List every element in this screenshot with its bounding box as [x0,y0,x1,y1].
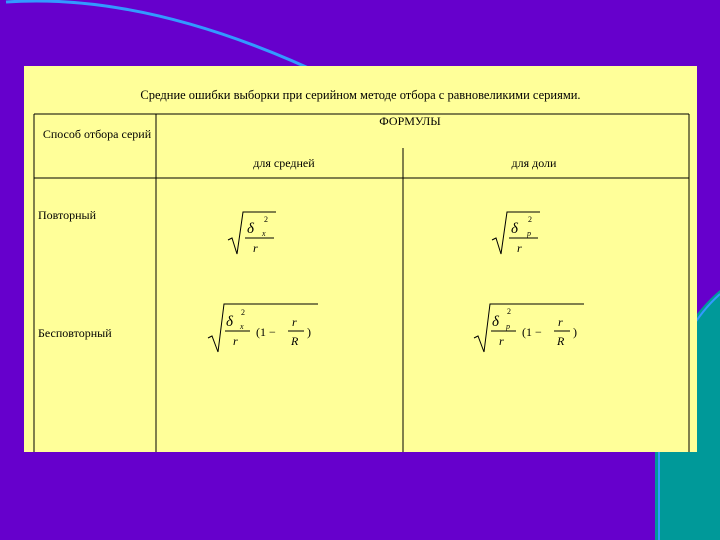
formula-nonrepeat-mean [204,300,324,354]
formula-denominator: r [499,334,504,348]
row-label-nonrepeat: Бесповторный [38,326,112,340]
delta-subscript: p [527,229,531,238]
factor-denominator: R [557,334,565,348]
formula-repeat-mean [224,206,294,258]
factor-close: ) [307,325,311,339]
formula-nonrepeat-share [470,300,590,354]
delta-subscript: p [506,322,510,331]
row-label-repeat: Повторный [38,208,97,222]
delta-subscript: x [240,322,244,331]
share-column-header: для доли [511,156,557,170]
delta-superscript: 2 [264,215,268,224]
factor-open: (1 − [256,325,276,339]
method-column-header: Способ отбора серий [42,127,152,141]
delta-symbol: δ [226,314,233,330]
factor-close: ) [573,325,577,339]
formula-denominator: r [517,241,522,255]
content-panel [24,66,697,452]
delta-symbol: δ [511,221,518,237]
formula-denominator: r [253,241,258,255]
formula-repeat-share [488,206,558,258]
delta-subscript: x [262,229,266,238]
formulas-header: ФОРМУЛЫ [379,114,441,128]
factor-numerator: r [558,315,563,329]
formula-denominator: r [233,334,238,348]
delta-symbol: δ [247,221,254,237]
factor-numerator: r [292,315,297,329]
delta-symbol: δ [492,314,499,330]
factor-open: (1 − [522,325,542,339]
delta-superscript: 2 [241,308,245,317]
mean-column-header: для средней [253,156,315,170]
slide-title: Средние ошибки выборки при серийном методе отбора с равновеликими сериями. [140,88,581,102]
delta-superscript: 2 [528,215,532,224]
delta-superscript: 2 [507,307,511,316]
factor-denominator: R [291,334,299,348]
